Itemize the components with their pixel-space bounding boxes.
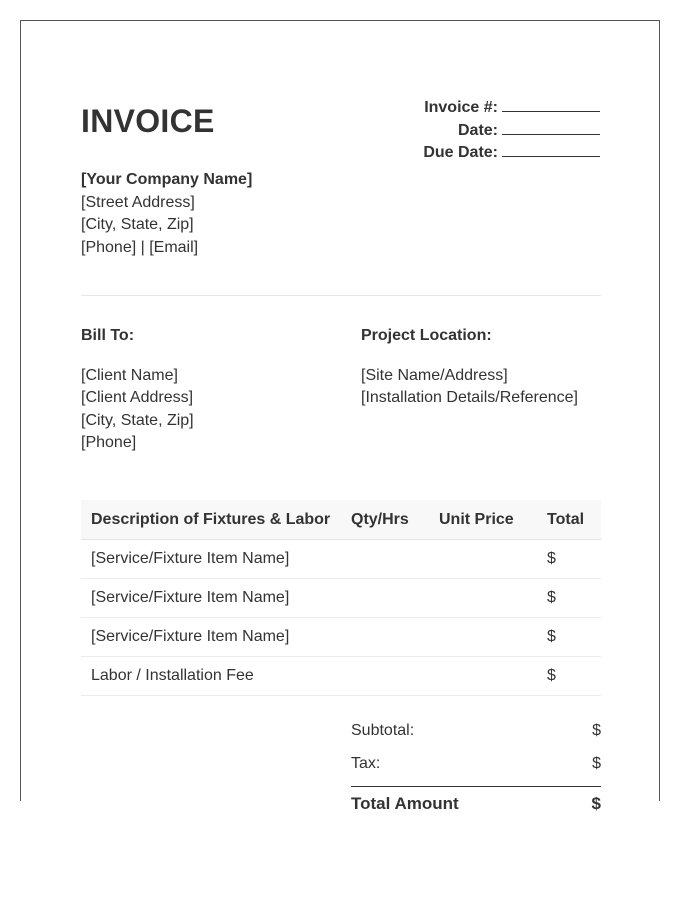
- table-header-row: [81, 500, 601, 540]
- tax-row: [351, 747, 601, 780]
- tax-value: $: [592, 755, 601, 772]
- table-row: [81, 540, 601, 579]
- grand-total-row: [351, 787, 601, 820]
- item-total: $: [537, 579, 601, 618]
- total-column-header: Total: [537, 500, 601, 540]
- qty-column-header: Qty/Hrs: [341, 500, 429, 540]
- table-row: [81, 657, 601, 696]
- item-qty: [341, 618, 429, 657]
- item-description: [Service/Fixture Item Name]: [81, 540, 341, 579]
- company-info: [81, 169, 252, 259]
- date-blank: [502, 120, 600, 135]
- company-street: [Street Address]: [81, 193, 195, 211]
- item-total: $: [537, 618, 601, 657]
- item-unit-price: [429, 540, 537, 579]
- invoice-number-blank: [502, 97, 600, 112]
- subtotal-label: Subtotal:: [351, 722, 415, 739]
- table-row: [81, 618, 601, 657]
- project-location-details: [361, 365, 578, 410]
- project-location-line: [Site Name/Address]: [361, 367, 508, 384]
- item-unit-price: [429, 618, 537, 657]
- project-location-line: [Installation Details/Reference]: [361, 389, 578, 407]
- unit-price-column-header: Unit Price: [429, 500, 537, 540]
- item-total: $: [537, 540, 601, 579]
- invoice-number-row: [423, 97, 600, 120]
- item-description: Labor / Installation Fee: [81, 657, 341, 696]
- item-unit-price: [429, 579, 537, 618]
- item-total: $: [537, 657, 601, 696]
- bill-to-line: [Client Name]: [81, 367, 178, 384]
- bill-to-line: [City, State, Zip]: [81, 411, 194, 429]
- description-column-header: Description of Fixtures & Labor: [81, 500, 341, 540]
- item-qty: [341, 579, 429, 618]
- invoice-title: INVOICE: [81, 103, 215, 139]
- project-location-heading: Project Location:: [361, 327, 492, 344]
- due-date-blank: [502, 142, 600, 157]
- header-divider: [81, 295, 601, 296]
- subtotal-row: [351, 714, 601, 747]
- bill-to-line: [Phone]: [81, 433, 137, 451]
- item-qty: [341, 540, 429, 579]
- totals-block: [351, 714, 601, 820]
- due-date-row: [423, 142, 600, 165]
- company-contact: [Phone] | [Email]: [81, 238, 199, 256]
- company-city: [City, State, Zip]: [81, 216, 194, 233]
- bill-to-details: [81, 365, 194, 454]
- tax-label: Tax:: [351, 755, 381, 772]
- item-description: [Service/Fixture Item Name]: [81, 579, 341, 618]
- invoice-meta: [423, 97, 600, 165]
- item-qty: [341, 657, 429, 696]
- table-row: [81, 579, 601, 618]
- invoice-number-label: Invoice #:: [424, 99, 498, 116]
- due-date-label: Due Date:: [423, 144, 498, 161]
- date-row: [423, 120, 600, 143]
- grand-total-label: Total Amount: [351, 794, 459, 813]
- items-table: [81, 500, 601, 696]
- bill-to-line: [Client Address]: [81, 389, 194, 407]
- date-label: Date:: [457, 121, 498, 139]
- bill-to-heading: Bill To:: [81, 327, 135, 344]
- company-name: [Your Company Name]: [81, 171, 253, 188]
- item-description: [Service/Fixture Item Name]: [81, 618, 341, 657]
- grand-total-value: $: [591, 794, 601, 813]
- item-unit-price: [429, 657, 537, 696]
- subtotal-value: $: [592, 722, 601, 739]
- invoice-page: [20, 20, 660, 813]
